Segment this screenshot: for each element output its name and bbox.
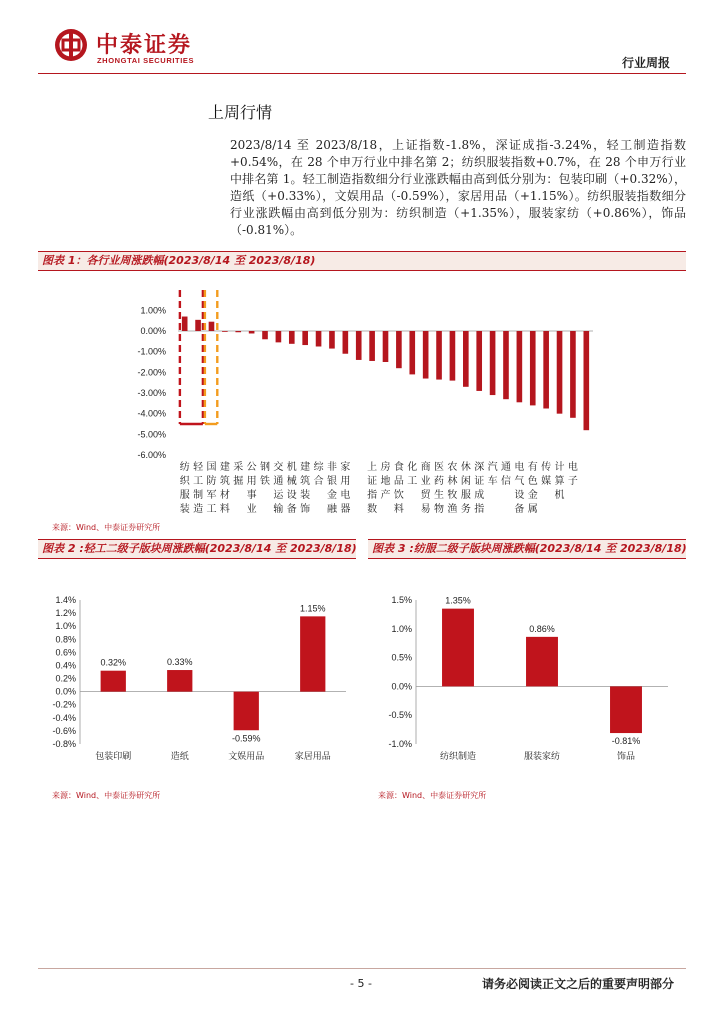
bar xyxy=(276,331,282,342)
bar xyxy=(262,331,268,339)
bar xyxy=(302,331,308,345)
y-tick-label: 1.00% xyxy=(140,305,166,316)
bar xyxy=(235,331,241,332)
x-category-label: 有色金属 xyxy=(527,462,538,515)
footer-disclaimer: 请务必阅读正文之后的重要声明部分 xyxy=(481,977,674,991)
y-tick-label: 0.00% xyxy=(140,326,166,336)
bar xyxy=(369,331,375,361)
data-label: 0.86% xyxy=(529,623,555,634)
x-category-label: 综合 xyxy=(313,462,324,487)
bar xyxy=(101,671,126,692)
page-number: - 5 - xyxy=(350,977,372,990)
y-tick-label: -1.0% xyxy=(388,739,412,749)
y-tick-label: 0.8% xyxy=(55,634,76,645)
x-category-label: 建筑装饰 xyxy=(300,462,311,515)
figure-1-title-bar xyxy=(38,251,686,271)
bar xyxy=(396,331,402,368)
bar xyxy=(289,331,295,344)
x-category-label: 交通运输 xyxy=(273,462,284,515)
footer-divider xyxy=(38,968,686,969)
figure-2-source: 来源：Wind、中泰证券研究所 xyxy=(52,791,161,800)
x-category-label: 房地产 xyxy=(380,462,391,501)
figure-3-source: 来源：Wind、中泰证券研究所 xyxy=(378,791,487,800)
data-label: 0.33% xyxy=(166,657,193,668)
figure-1-source: 来源：Wind、中泰证券研究所 xyxy=(52,523,161,532)
x-category-label: 通信 xyxy=(500,462,511,487)
x-category-label: 非银金融 xyxy=(326,462,337,515)
bar xyxy=(316,331,322,347)
bar xyxy=(423,331,429,379)
bar xyxy=(356,331,362,360)
bar xyxy=(182,317,188,331)
x-category-label: 采掘 xyxy=(233,462,244,487)
figure-3-title: 图表 3 :纺服二级子版块周涨跌幅(2023/8/14 至 2023/8/18) xyxy=(372,542,687,555)
y-tick-label: 0.0% xyxy=(55,686,76,697)
y-tick-label: 1.5% xyxy=(391,595,412,605)
bar xyxy=(409,331,415,374)
bar xyxy=(557,331,563,414)
x-category-label: 休闲服务 xyxy=(460,462,471,515)
company-name-en: ZHONGTAI SECURITIES xyxy=(97,56,195,65)
x-category-label: 商业贸易 xyxy=(420,462,431,515)
bar xyxy=(436,331,442,380)
y-tick-label: 1.0% xyxy=(55,621,76,632)
bar xyxy=(234,692,259,731)
x-category-label: 计算机 xyxy=(554,462,565,501)
y-tick-label: 0.4% xyxy=(55,660,76,671)
y-tick-label: -0.8% xyxy=(52,739,76,749)
bar xyxy=(526,637,558,687)
x-category-label: 轻工制造 xyxy=(193,462,204,515)
bar xyxy=(463,331,469,387)
x-category-label: 建筑材料 xyxy=(219,462,230,515)
bar xyxy=(167,670,192,692)
x-category-label: 纺织制造 xyxy=(439,751,477,761)
bar xyxy=(570,331,576,418)
x-category-label: 传媒 xyxy=(541,462,552,487)
figure-1-chart xyxy=(38,278,686,518)
bar xyxy=(222,331,228,332)
report-type: 行业周报 xyxy=(621,56,670,70)
x-category-label: 农林牧渔 xyxy=(447,462,458,515)
bar xyxy=(300,616,325,691)
y-tick-label: -0.6% xyxy=(52,725,76,736)
figure-3-chart xyxy=(368,580,686,780)
data-label: -0.81% xyxy=(611,736,641,747)
y-tick-label: 1.0% xyxy=(391,623,412,634)
figure-1-title: 图表 1：各行业周涨跌幅(2023/8/14 至 2023/8/18) xyxy=(42,254,316,267)
x-category-label: 电气设备 xyxy=(514,462,525,515)
y-tick-label: 1.4% xyxy=(55,595,76,605)
company-name-cn: 中泰证券 xyxy=(96,33,193,58)
x-category-label: 医药生物 xyxy=(434,462,445,515)
y-tick-label: -6.00% xyxy=(137,450,166,460)
bar xyxy=(195,320,201,331)
header-divider xyxy=(38,73,686,74)
x-category-label: 上证指数 xyxy=(367,462,378,515)
x-category-label: 纺织服装 xyxy=(179,462,190,515)
y-tick-label: -0.2% xyxy=(52,699,76,710)
y-tick-label: 0.2% xyxy=(55,673,76,684)
x-category-label: 食品饮料 xyxy=(393,462,404,515)
x-category-label: 家居用品 xyxy=(294,751,331,761)
bar xyxy=(610,686,642,733)
figure-2-title: 图表 2 :轻工二级子版块周涨跌幅(2023/8/14 至 2023/8/18) xyxy=(42,542,357,555)
y-tick-label: -0.4% xyxy=(52,712,76,723)
x-category-label: 机械设备 xyxy=(286,462,297,515)
figure-2-title-bar xyxy=(38,539,356,559)
bar xyxy=(517,331,523,402)
bar xyxy=(343,331,349,354)
x-category-label: 电子 xyxy=(567,462,578,487)
data-label: -0.59% xyxy=(231,733,261,744)
y-tick-label: -5.00% xyxy=(137,429,166,440)
section-title: 上周行情 xyxy=(208,103,273,122)
summary-paragraph: 2023/8/14 至 2023/8/18，上证指数-1.8%，深证成指-3.24%，轻工制造指数+0.54%，在 28 个申万行业中排名第 2；纺织服装指数+0.7%，在 28 个申万行业中排名第 1。轻工制造指数细分行业涨跌幅由高到低分别为：包装印刷（+0.32%），造纸（+0.33%），文娱用品（-0.59%），家居用品（+1.15%）。纺织服装指数细分行业涨跌幅由高到低分别为：纺织制造（+1.35%），服装家纺（+0.86%），饰品（-0.81%）。 xyxy=(230,138,686,237)
bar xyxy=(249,331,255,333)
x-category-label: 化工 xyxy=(407,462,418,487)
x-category-label: 包装印刷 xyxy=(95,751,132,761)
x-category-label: 汽车 xyxy=(487,462,498,487)
data-label: 1.15% xyxy=(299,603,326,614)
y-tick-label: -2.00% xyxy=(137,367,166,378)
bar xyxy=(530,331,536,405)
x-category-label: 深证成指 xyxy=(474,462,485,515)
bar xyxy=(329,331,335,349)
figure-2-chart xyxy=(38,580,356,780)
bar xyxy=(209,322,215,331)
x-category-label: 造纸 xyxy=(170,751,189,761)
x-category-label: 公用事业 xyxy=(246,462,257,515)
x-category-label: 钢铁 xyxy=(260,462,271,487)
x-category-label: 服装家纺 xyxy=(523,751,561,761)
bar xyxy=(476,331,482,391)
y-tick-label: 0.0% xyxy=(391,681,412,692)
bar xyxy=(543,331,549,409)
figure-3-title-bar xyxy=(368,539,686,559)
x-category-label: 家用电器 xyxy=(340,462,351,515)
y-tick-label: 0.6% xyxy=(55,647,76,658)
bar xyxy=(383,331,389,362)
bar xyxy=(442,609,474,687)
data-label: 1.35% xyxy=(445,595,471,606)
bar xyxy=(503,331,509,399)
y-tick-label: -4.00% xyxy=(137,408,166,419)
y-tick-label: -3.00% xyxy=(137,388,166,398)
y-tick-label: 0.5% xyxy=(391,652,412,663)
data-label: 0.32% xyxy=(100,657,127,668)
x-category-label: 文娱用品 xyxy=(228,751,265,761)
y-tick-label: 1.2% xyxy=(55,608,76,619)
bar xyxy=(490,331,496,395)
y-tick-label: -1.00% xyxy=(137,346,166,357)
company-logo-icon xyxy=(54,28,88,62)
x-category-label: 饰品 xyxy=(616,751,636,761)
bar xyxy=(583,331,589,430)
bar xyxy=(450,331,456,381)
x-category-label: 国防军工 xyxy=(206,462,217,515)
y-tick-label: -0.5% xyxy=(388,710,412,721)
